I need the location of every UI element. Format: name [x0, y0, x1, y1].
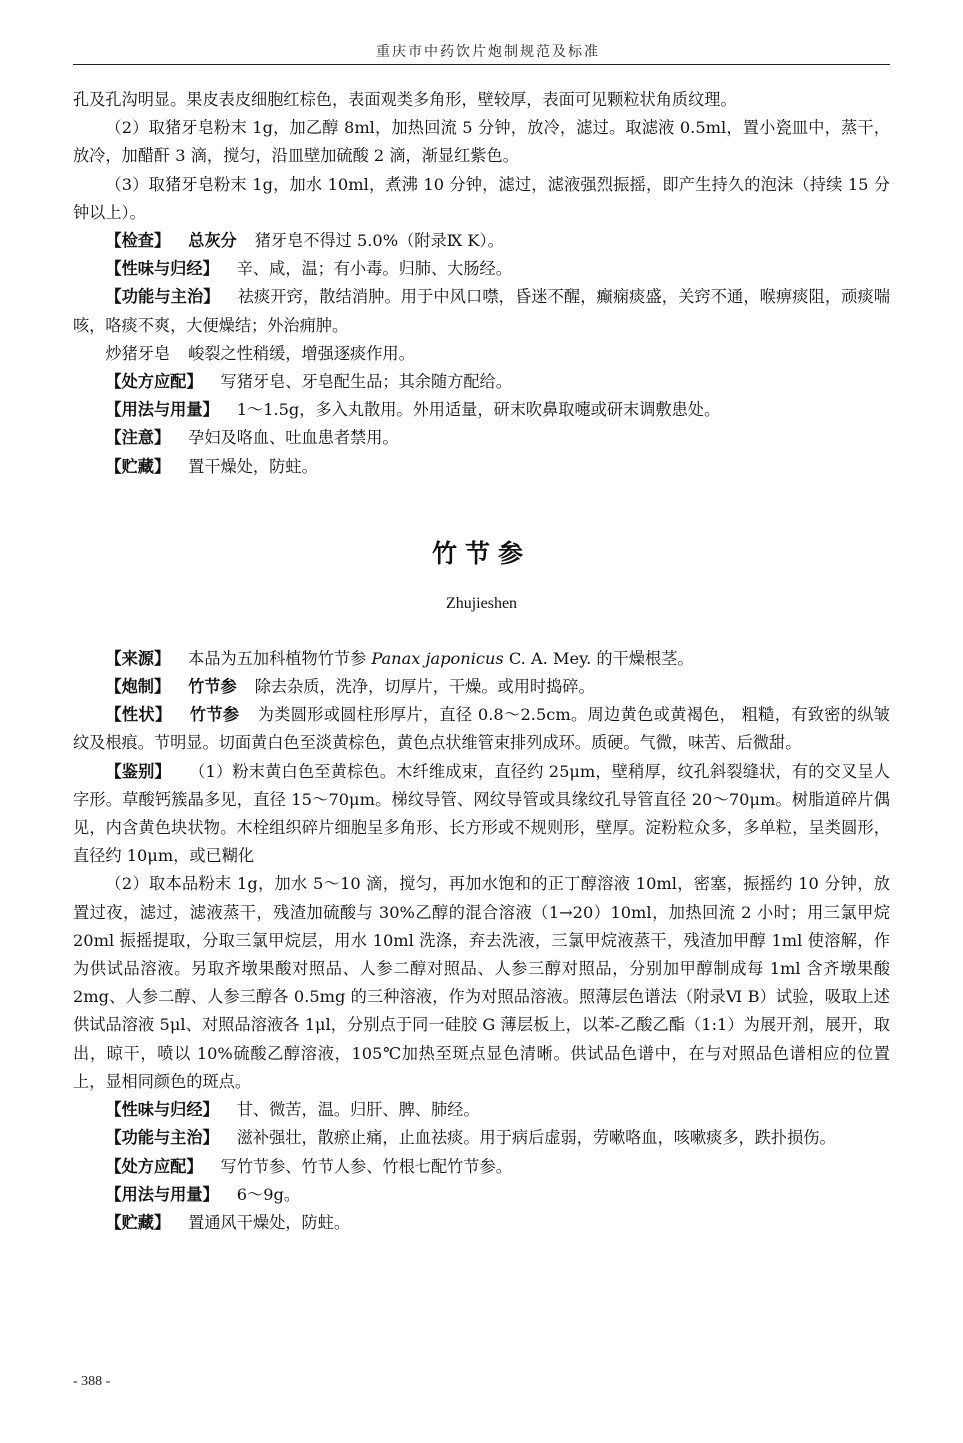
section-identification — [73, 758, 890, 871]
identification-3: （3）取猪牙皂粉末 1g，加水 10ml，煮沸 10 分钟，滤过，滤液强烈振摇，即产生持久的泡沫（持续 15 分钟以上）。 — [73, 174, 890, 222]
section-label: 【检查】 — [105, 231, 171, 251]
identification-2: （2）取猪牙皂粉末 1g，加乙醇 8ml，加热回流 5 分钟，放冷，滤过。取滤液 0.5ml，置小瓷皿中，蒸干，放冷，加醋酐 3 滴，搅匀，沿皿壁加硫酸 2 滴，渐显红紫色。 — [73, 118, 890, 166]
section-text: 写猪牙皂、牙皂配生品；其余随方配给。 — [220, 372, 512, 392]
section-sublabel: 竹节参 — [189, 705, 240, 725]
fried-variant — [73, 340, 890, 368]
section-text: 置干燥处，防蛀。 — [188, 456, 318, 476]
section-label: 【用法与用量】 — [105, 1184, 219, 1204]
section-nature — [73, 1096, 890, 1124]
section-text: 1～1.5g，多入丸散用。外用适量，研末吹鼻取嚏或研末调敷患处。 — [236, 400, 721, 420]
variant-name: 炒猪牙皂 — [105, 343, 171, 363]
section-text: 甘、微苦，温。归肝、脾、肺经。 — [236, 1100, 480, 1120]
section-label: 【鉴别】 — [105, 761, 171, 781]
section-label: 【性状】 — [105, 705, 172, 725]
variant-text: 峻裂之性稍缓，增强逐痰作用。 — [188, 343, 415, 363]
section-label: 【功能与主治】 — [105, 287, 220, 307]
section-text: 本品为五加科植物竹节参 — [188, 648, 367, 668]
section-label: 【贮藏】 — [105, 1212, 171, 1232]
section-text: 写竹节参、竹节人参、竹根七配竹节参。 — [220, 1156, 512, 1176]
section-prescription — [73, 368, 890, 396]
section-text: 辛、咸，温；有小毒。归肺、大肠经。 — [236, 259, 512, 279]
section-label: 【贮藏】 — [105, 456, 171, 476]
section-text: （1）粉末黄白色至黄棕色。木纤维成束，直径约 25μm，壁稍厚，纹孔斜裂缝状，有的交叉呈人字形。草酸钙簇晶多见，直径 15～70μm。梯纹导管、网纹导管或具缘纹孔导管直径 20～70μm。树脂道碎片偶见，内含黄色块状物。木栓组织碎片细胞呈多角形、长方形或不规则形，壁厚。淀粉粒众多，多单粒，呈类圆形，直径约 10μm，或已糊化 — [73, 761, 890, 866]
page-content — [73, 86, 890, 1237]
running-header — [73, 40, 890, 65]
section-text: 孕妇及咯血、吐血患者禁用。 — [188, 428, 399, 448]
section-text: 置通风干燥处，防蛀。 — [188, 1212, 351, 1232]
section-text: 为类圆形或圆柱形厚片，直径 0.8～2.5cm。周边黄色或黄褐色， 粗糙，有致密的纵皱纹及根痕。节明显。切面黄白色至淡黄棕色，黄色点状维管束排列成环。质硬。气微，味苦、后微甜。 — [73, 705, 890, 753]
entry-pinyin: Zhujieshen — [445, 594, 518, 612]
entry-title: 竹节参 — [431, 538, 531, 568]
section-label: 【处方应配】 — [105, 1156, 203, 1176]
section-dosage — [73, 1181, 890, 1209]
latin-name: Panax japonicus — [371, 648, 504, 668]
section-caution — [73, 424, 890, 452]
section-label: 【性味与归经】 — [105, 259, 219, 279]
section-label: 【性味与归经】 — [105, 1100, 219, 1120]
section-sublabel: 竹节参 — [188, 677, 237, 697]
section-sublabel: 总灰分 — [188, 231, 237, 251]
section-label: 【来源】 — [105, 648, 171, 668]
header-title: 重庆市中药饮片炮制规范及标准 — [376, 44, 600, 60]
section-text: 除去杂质，洗净，切厚片，干燥。或用时捣碎。 — [254, 677, 595, 697]
section-description — [73, 701, 890, 757]
section-nature — [73, 255, 890, 283]
continued-paragraph: 孔及孔沟明显。果皮表皮细胞红棕色，表面观类多角形，壁较厚，表面可见颗粒状角质纹理。 — [73, 90, 737, 109]
section-label: 【炮制】 — [105, 677, 171, 697]
page-number: - 388 - — [73, 1374, 111, 1389]
section-processing — [73, 673, 890, 701]
identification-2: （2）取本品粉末 1g，加水 5～10 滴，搅匀，再加水饱和的正丁醇溶液 10ml，密塞，振摇约 10 分钟，放置过夜，滤过，滤液蒸干，残渣加硫酸与 30%乙醇的混合溶液（1→20）10ml，加热回流 2 小时；用三氯甲烷 20ml 振摇提取，分取三氯甲烷层，用水 10ml 洗涤，弃去洗液，三氯甲烷液蒸干，残渣加甲醇 1ml 使溶解，作为供试品溶液。另取齐墩果酸对照品、人参二醇对照品、人参三醇对照品，分别加甲醇制成每 1ml 含齐墩果酸 2mg、人参二醇、人参三醇各 0.5mg 的三种溶液，作为对照品溶液。照薄层色谱法（附录Ⅵ B）试验，吸取上述供试品溶液 5μl、对照品溶液各 1μl，分别点于同一硅胶 G 薄层板上，以苯-乙酸乙酯（1:1）为展开剂，展开，取出，晾干，喷以 10%硫酸乙醇溶液，105℃加热至斑点显色清晰。供试品色谱中，在与对照品色谱相应的位置上，显相同颜色的斑点。 — [73, 874, 890, 1091]
section-text: 祛痰开窍，散结消肿。用于中风口噤，昏迷不醒，癫痫痰盛，关窍不通，喉痹痰阻，顽痰喘咳，咯痰不爽，大便燥结；外治痈肿。 — [73, 287, 891, 335]
section-prescription — [73, 1153, 890, 1181]
section-text: 滋补强壮，散瘀止痛，止血祛痰。用于病后虚弱，劳嗽咯血，咳嗽痰多，跌扑损伤。 — [236, 1128, 836, 1148]
section-check — [73, 227, 890, 255]
section-storage — [73, 1209, 890, 1237]
section-label: 【处方应配】 — [105, 372, 203, 392]
section-text: 猪牙皂不得过 5.0%（附录Ⅸ K）。 — [254, 231, 504, 251]
section-function — [73, 283, 890, 339]
section-storage — [73, 453, 890, 481]
section-label: 【功能与主治】 — [105, 1128, 219, 1148]
section-source — [73, 645, 890, 673]
section-dosage — [73, 396, 890, 424]
section-label: 【注意】 — [105, 428, 171, 448]
section-function — [73, 1124, 890, 1152]
section-text-tail: C. A. Mey. 的干燥根茎。 — [503, 648, 694, 668]
section-label: 【用法与用量】 — [105, 400, 219, 420]
section-text: 6～9g。 — [236, 1184, 301, 1204]
